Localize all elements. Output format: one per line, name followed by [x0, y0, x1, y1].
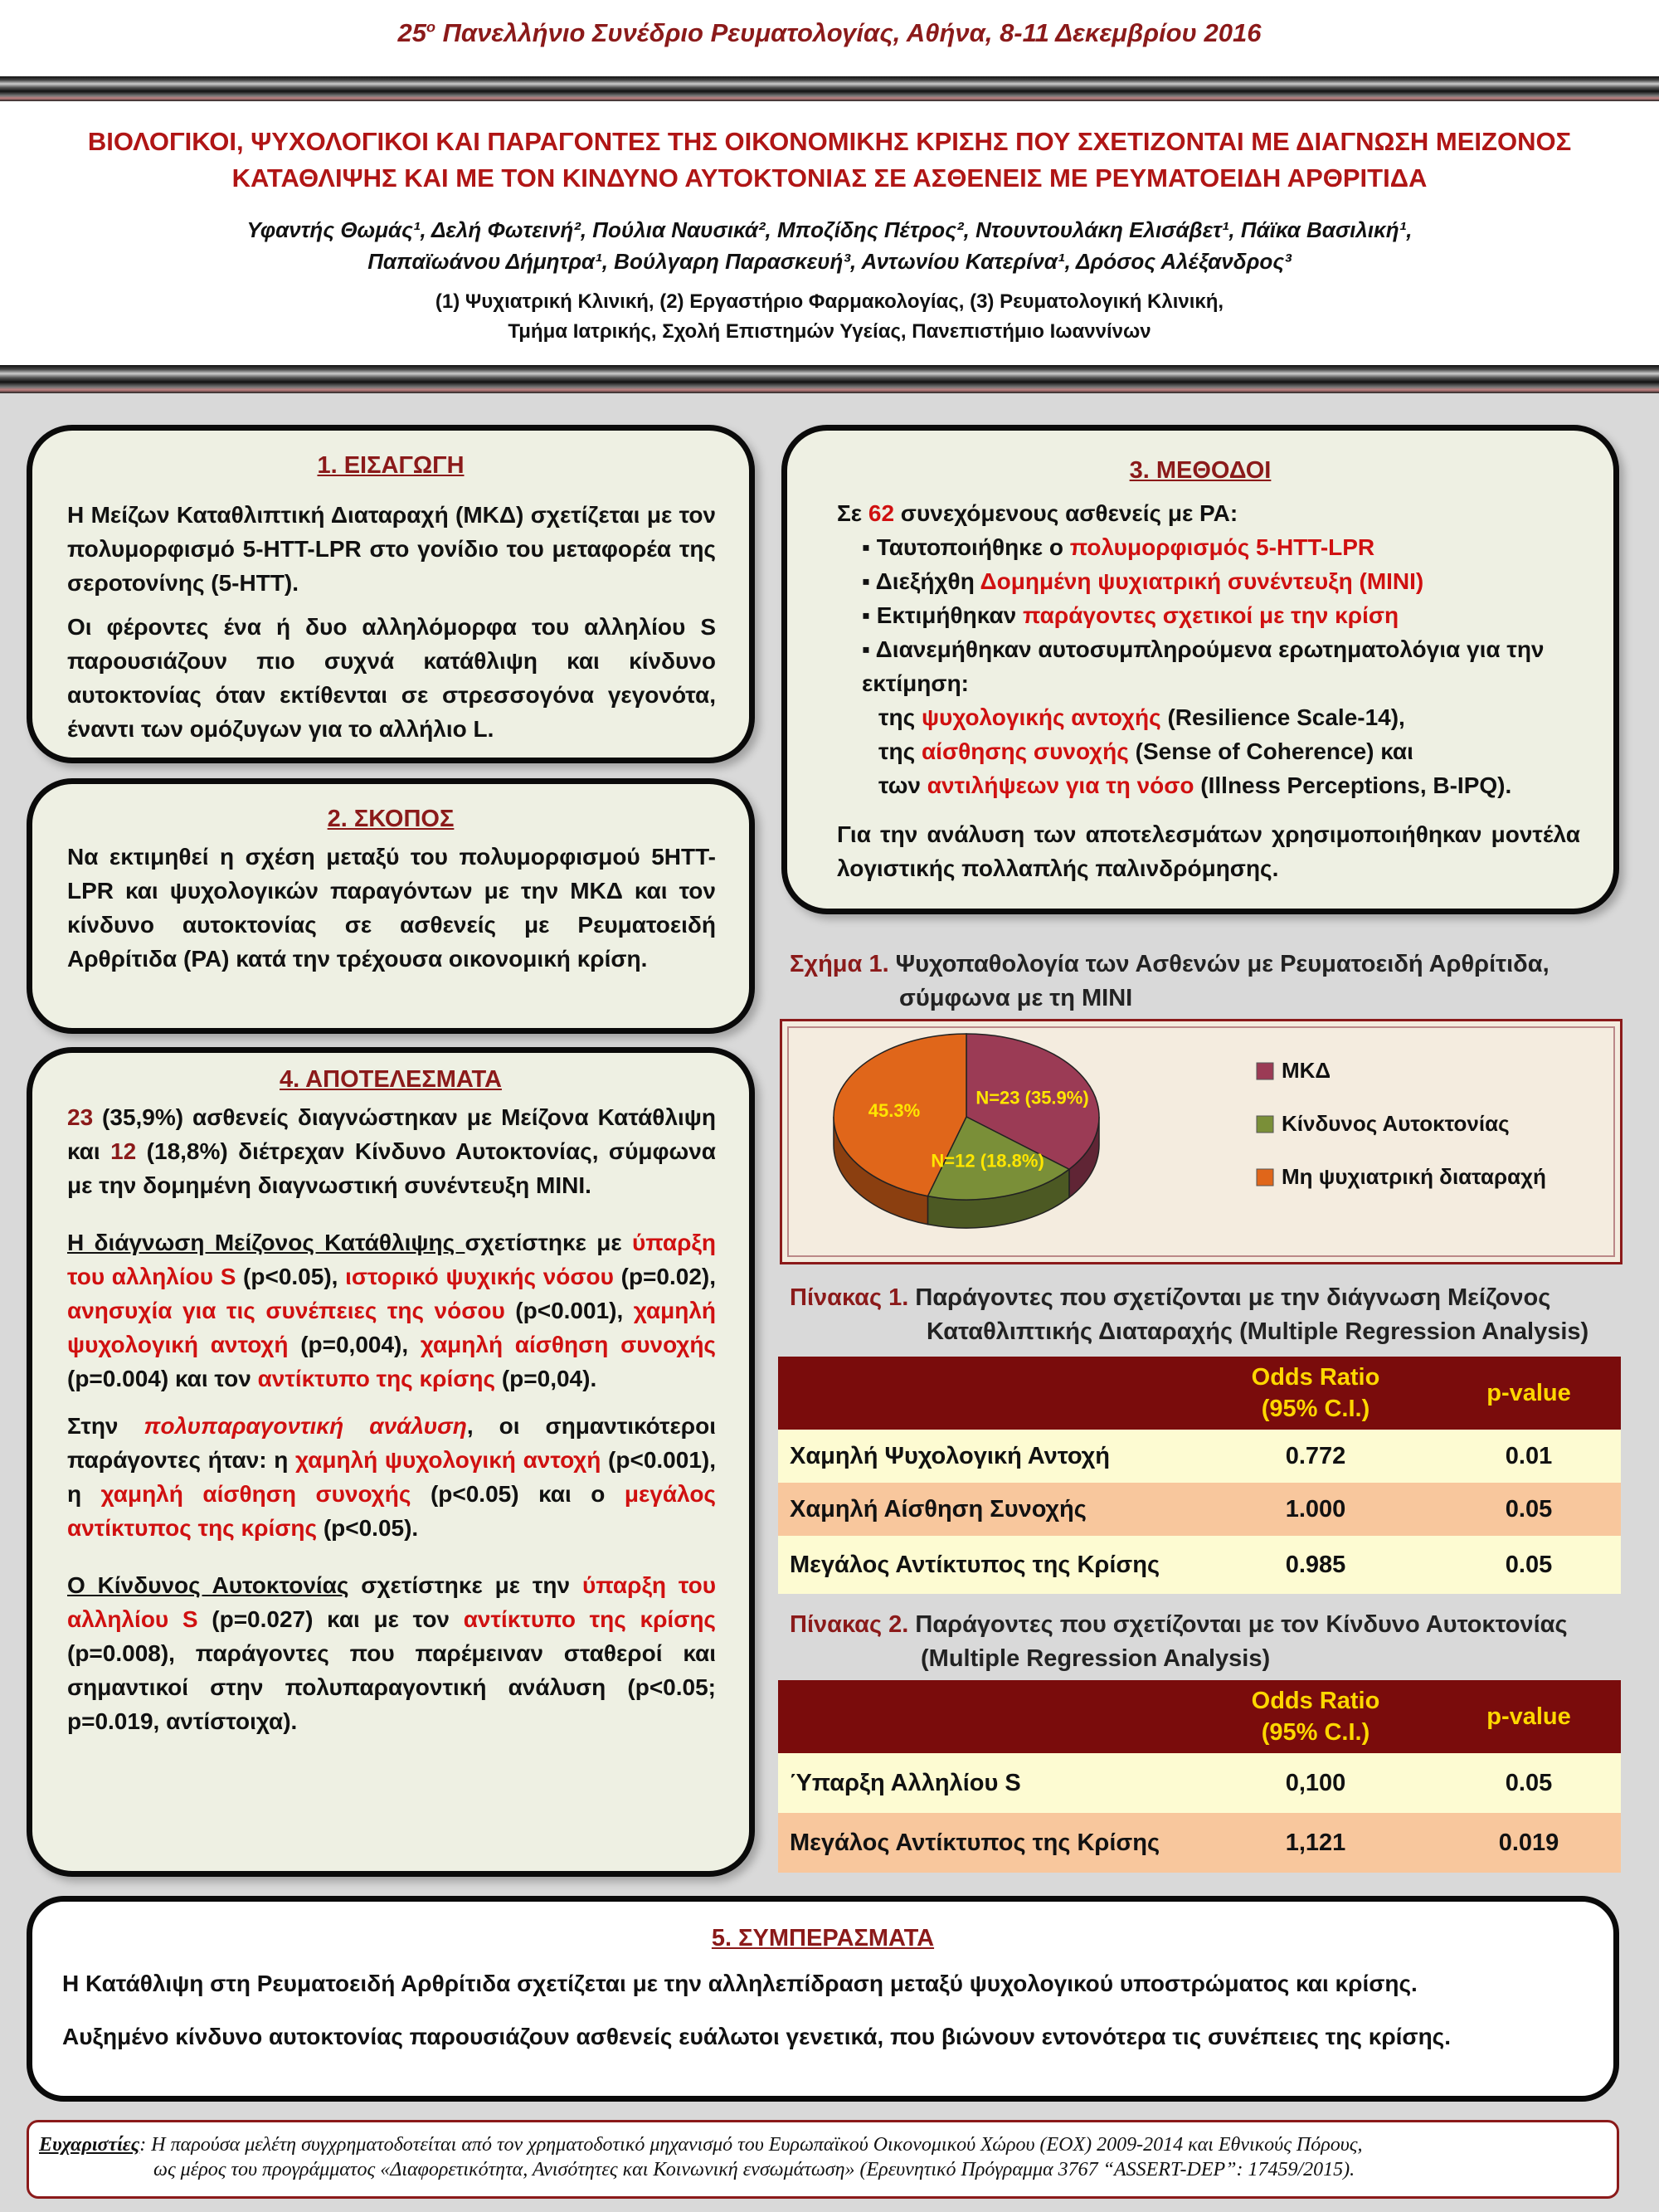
aim-text: Να εκτιμηθεί η σχέση μεταξύ του πολυμορφισμού 5HTT-LPR και ψυχολογικών παραγόντων με την ΜΚΔ και τον κίνδυνο αυτοκτονίας σε ασθενείς με Ρευματοειδή Αρθρίτιδα (ΡΑ) κατά την τρέχουσα οικονομική κρίση. [67, 844, 716, 972]
methods-bullet: ▪ Εκτιμήθηκαν παράγοντες σχετικοί με την κρίση [862, 602, 1399, 628]
table-row: Χαμηλή Ψυχολογική Αντοχή 0.772 0.01 [778, 1430, 1621, 1483]
methods-bullet: ▪ Διεξήχθη Δομημένη ψυχιατρική συνέντευξη (MINI) [862, 568, 1424, 594]
table-row: Ύπαρξη Αλληλίου S 0,100 0.05 [778, 1753, 1621, 1813]
table1-header-or: Odds Ratio (95% C.I.) [1194, 1357, 1437, 1430]
pie-data-label: N=23 (35.9%) [975, 1087, 1089, 1108]
methods-subitem: των αντιλήψεων για τη νόσο (Illness Perceptions, B-IPQ). [878, 772, 1512, 798]
table2-header-factor [778, 1680, 1194, 1753]
table2-caption: Πίνακας 2. Παράγοντες που σχετίζονται με τον Κίνδυνο Αυτοκτονίας (Multiple Regression Analysis) [790, 1611, 1568, 1672]
conclusions-heading: 5. ΣΥΜΠΕΡΑΣΜΑΤΑ [711, 1925, 935, 1951]
table-row: Χαμηλή Αίσθηση Συνοχής 1.000 0.05 [778, 1483, 1621, 1536]
intro-paragraph: Οι φέροντες ένα ή δυο αλληλόμορφα του αλληλίου S παρουσιάζουν πιο συχνά κατάθλιψη και κίνδυνο αυτοκτονίας όταν εκτίθενται σε στρεσσογόνα γεγονότα, έναντι των ομόζυγων για το αλλήλιο L. [67, 614, 716, 742]
top-band [0, 76, 1659, 101]
affiliation-line2: Τμήμα Ιατρικής, Σχολή Επιστημών Υγείας, Πανεπιστήμιο Ιωαννίνων [508, 320, 1151, 343]
intro-heading: 1. ΕΙΣΑΓΩΓΗ [317, 452, 465, 479]
figure1-chart [780, 1019, 1623, 1264]
poster-title-line2: ΚΑΤΑΘΛΙΨΗΣ ΚΑΙ ΜΕ ΤΟΝ ΚΙΝΔΥΝΟ ΑΥΤΟΚΤΟΝΙΑΣ ΣΕ ΑΣΘΕΝΕΙΣ ΜΕ ΡΕΥΜΑΤΟΕΙΔΗ ΑΡΘΡΙΤΙΔΑ [231, 163, 1428, 192]
methods-heading: 3. ΜΕΘΟΔΟΙ [1129, 457, 1272, 484]
legend-swatch [1257, 1116, 1273, 1133]
table1-header-factor [778, 1357, 1194, 1430]
authors-line1: Υφαντής Θωμάς¹, Δελή Φωτεινή², Πούλια Ναυσικά², Μποζίδης Πέτρος², Ντουντουλάκη Ελισάβετ¹, Πάϊκα Βασιλική¹, [246, 217, 1413, 242]
intro-paragraph: Η Μείζων Καταθλιπτική Διαταραχή (ΜΚΔ) σχετίζεται με τον πολυμορφισμό 5-HTT-LPR στο γονίδιο του μεταφορέα της σεροτονίνης (5-HTT). [67, 502, 716, 596]
table2-header-p: p-value [1437, 1680, 1621, 1753]
results-paragraph: Ο Κίνδυνος Αυτοκτονίας σχετίστηκε με την ύπαρξη του αλληλίου S (p=0.027) και με τον αντίκτυπο της κρίσης (p=0.008), παράγοντες που παρέμειναν σταθεροί και σημαντικοί στην πολυπαραγοντική ανάλυση (p<0.05; p=0.019, αντίστοιχα). [67, 1572, 716, 1734]
methods-subitem: της ψυχολογικής αντοχής (Resilience Scale-14), [878, 704, 1405, 730]
table2 [778, 1680, 1621, 1873]
figure1-caption: Σχήμα 1. Ψυχοπαθολογία των Ασθενών με Ρευματοειδή Αρθρίτιδα, σύμφωνα με τη MINI [790, 951, 1550, 1011]
ack-line1: Ευχαριστίες: Η παρούσα μελέτη συγχρηματοδοτείται από τον χρηματοδοτικό μηχανισμό του Ευρωπαϊκού Οικονομικού Χώρου (ΕΟΧ) 2009-2014 και Εθνικούς Πόρους, [39, 2134, 1363, 2156]
pie-data-label: 45.3% [868, 1099, 921, 1121]
conclusion-line: Αυξημένο κίνδυνο αυτοκτονίας παρουσιάζουν ασθενείς ευάλωτοι γενετικά, που βιώνουν εντονότερα τις συνέπειες της κρίσης. [62, 2024, 1452, 2049]
pie-chart [782, 1021, 1620, 1262]
methods-bullet: ▪ Διανεμήθηκαν αυτοσυμπληρούμενα ερωτηματολόγια για την εκτίμηση: [862, 636, 1545, 696]
acknowledgments [27, 2120, 1619, 2199]
authors-line2: Παπαϊωάνου Δήμητρα¹, Βούλγαρη Παρασκευή³, Αντωνίου Κατερίνα¹, Δρόσος Αλέξανδρος³ [367, 249, 1292, 274]
table1-header-p: p-value [1437, 1357, 1621, 1430]
table1 [778, 1357, 1621, 1594]
methods-subitem: της αίσθησης συνοχής (Sense of Coherence) και [878, 738, 1413, 764]
table1-caption: Πίνακας 1. Παράγοντες που σχετίζονται με την διάγνωση Μείζονος Καταθλιπτικής Διαταραχής (Multiple Regression Analysis) [790, 1284, 1589, 1345]
methods-text [837, 496, 1580, 885]
table-row: Μεγάλος Αντίκτυπος της Κρίσης 0.985 0.05 [778, 1536, 1621, 1594]
intro-text [67, 498, 716, 746]
table-row: Μεγάλος Αντίκτυπος της Κρίσης 1,121 0.019 [778, 1813, 1621, 1873]
methods-bullet: ▪ Ταυτοποιήθηκε ο πολυμορφισμός 5-HTT-LPR [862, 534, 1375, 560]
legend-swatch [1257, 1063, 1273, 1079]
ack-line2: ως μέρος του προγράμματος «Διαφορετικότητα, Ανισότητες και Κοινωνική ενσωμάτωση» (Ερευνητικό Πρόγραμμα 3767 “ASSERT-DEP”: 17459/2015). [153, 2159, 1355, 2180]
intro-box [27, 425, 755, 763]
poster-title-line1: ΒΙΟΛΟΓΙΚΟΙ, ΨΥΧΟΛΟΓΙΚΟΙ ΚΑΙ ΠΑΡΑΓΟΝΤΕΣ ΤΗΣ ΟΙΚΟΝΟΜΙΚΗΣ ΚΡΙΣΗΣ ΠΟΥ ΣΧΕΤΙΖΟΝΤΑΙ ΜΕ ΔΙΑΓΝΩΣΗ ΜΕΙΖΟΝΟΣ [87, 127, 1572, 156]
conclusions-box [27, 1896, 1619, 2102]
conclusions-text [62, 1967, 1613, 2054]
methods-analysis: Για την ανάλυση των αποτελεσμάτων χρησιμοποιήθηκαν μοντέλα λογιστικής πολλαπλής παλινδρόμησης. [837, 821, 1580, 881]
poster-header [0, 0, 1659, 386]
methods-box [781, 425, 1619, 914]
legend-label: ΜΚΔ [1282, 1058, 1331, 1083]
conference-title: $25^o$ Πανελλήνιο Συνέδριο Ρευματολογίας, Αθήνα, 8-11 Δεκεμβρίου 2016 [397, 18, 1262, 47]
legend-swatch [1257, 1169, 1273, 1186]
aim-heading: 2. ΣΚΟΠΟΣ [327, 806, 455, 832]
table2-header-or: Odds Ratio (95% C.I.) [1194, 1680, 1437, 1753]
aim-box [27, 778, 755, 1034]
conclusion-line: Η Κατάθλιψη στη Ρευματοειδή Αρθρίτιδα σχετίζεται με την αλληλεπίδραση μεταξύ ψυχολογικού υποστρώματος και κρίσης. [62, 1971, 1418, 1996]
results-paragraph: 23 (35,9%) ασθενείς διαγνώστηκαν με Μείζονα Κατάθλιψη και 12 (18,8%) διέτρεχαν Κίνδυνο Αυτοκτονίας, σύμφωνα με την δομημένη διαγνωστική συνέντευξη MINI. [67, 1104, 716, 1198]
results-heading: 4. ΑΠΟΤΕΛΕΣΜΑΤΑ [280, 1066, 502, 1093]
methods-intro: Σε 62 συνεχόμενους ασθενείς με ΡΑ: [837, 500, 1238, 526]
legend-label: Κίνδυνος Αυτοκτονίας [1282, 1111, 1510, 1136]
results-paragraph: Στην πολυπαραγοντική ανάλυση, οι σημαντικότεροι παράγοντες ήταν: η χαμηλή ψυχολογική αντοχή (p<0.001), η χαμηλή αίσθηση συνοχής (p<0.05) και ο μεγάλος αντίκτυπος της κρίσης (p<0.05). [67, 1413, 716, 1541]
results-paragraph: Η διάγνωση Μείζονος Κατάθλιψης σχετίστηκε με ύπαρξη του αλληλίου S (p<0.05), ιστορικό ψυχικής νόσου (p=0.02), ανησυχία για τις συνέπειες της νόσου (p<0.001), χαμηλή ψυχολογική αντοχή (p=0,004), χαμηλή αίσθηση συνοχής (p=0.004) και τον αντίκτυπο της κρίσης (p=0,04). [67, 1230, 716, 1391]
affiliation-line1: (1) Ψυχιατρική Κλινική, (2) Εργαστήριο Φαρμακολογίας, (3) Ρευματολογική Κλινική, [435, 290, 1224, 313]
legend-label: Μη ψυχιατρική διαταραχή [1282, 1164, 1546, 1189]
results-text [67, 1100, 716, 1738]
pie-data-label: N=12 (18.8%) [931, 1150, 1044, 1172]
bottom-band [0, 365, 1659, 393]
results-box [27, 1047, 755, 1877]
